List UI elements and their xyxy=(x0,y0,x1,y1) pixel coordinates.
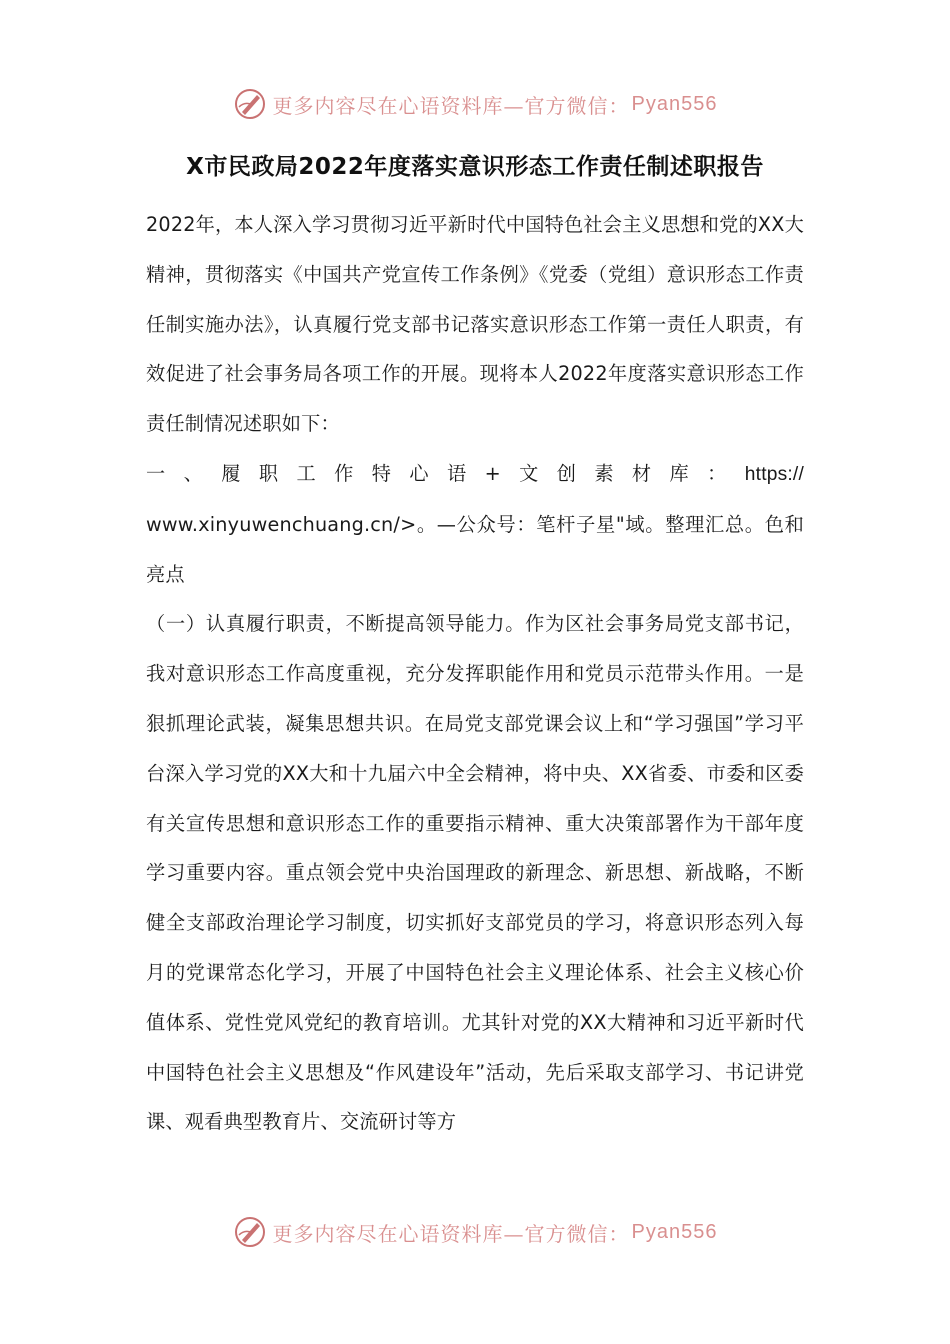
document-title: X市民政局2022年度落实意识形态工作责任制述职报告 xyxy=(186,154,764,180)
document-body xyxy=(146,200,804,1147)
section-1-paragraph: （一）认真履行职责，不断提高领导能力。作为区社会事务局党支部书记，我对意识形态工作高度重视，充分发挥职能作用和党员示范带头作用。一是狠抓理论武装，凝集思想共识。在局党支部党课会议上和“学习强国”学习平台深入学习党的XX大和十九届六中全会精神，将中央、XX省委、市委和区委有关宣传思想和意识形态工作的重要指示精神、重大决策部署作为干部年度学习重要内容。重点领会党中央治国理政的新理念、新思想、新战略，不断健全支部政治理论学习制度，切实抓好支部党员的学习，将意识形态列入每月的党课常态化学习，开展了中国特色社会主义理论体系、社会主义核心价值体系、党性党风党纪的教育培训。尤其针对党的XX大精神和习近平新时代中国特色社会主义思想及“作风建设年”活动，先后采取支部学习、书记讲党课、观看典型教育片、交流研讨等方 xyxy=(146,612,804,1134)
watermark-wechat-id: Pyan556 xyxy=(631,92,718,115)
pen-logo-icon xyxy=(233,87,267,121)
watermark-footer xyxy=(0,1212,950,1252)
section-heading-line xyxy=(146,449,804,500)
watermark-text: 更多内容尽在心语资料库—官方微信： xyxy=(272,93,630,118)
section-heading-url: https:// xyxy=(744,463,804,485)
pen-logo-icon xyxy=(233,1215,267,1249)
section-heading-text: 一、履职工作特心语+文创素材库： xyxy=(146,461,745,485)
section-heading-continuation: www.xinyuwenchuang.cn/>。—公众号：笔杆子星"域。整理汇总。色和亮点 xyxy=(146,512,804,586)
watermark-header xyxy=(0,84,950,124)
watermark-wechat-id: Pyan556 xyxy=(631,1220,718,1243)
watermark-text: 更多内容尽在心语资料库—官方微信： xyxy=(272,1221,630,1246)
intro-paragraph: 2022年，本人深入学习贯彻习近平新时代中国特色社会主义思想和党的XX大精神，贯彻落实《中国共产党宣传工作条例》《党委（党组）意识形态工作责任制实施办法》，认真履行党支部书记落实意识形态工作第一责任人职责，有效促进了社会事务局各项工作的开展。现将本人2022年度落实意识形态工作责任制情况述职如下： xyxy=(146,213,804,436)
